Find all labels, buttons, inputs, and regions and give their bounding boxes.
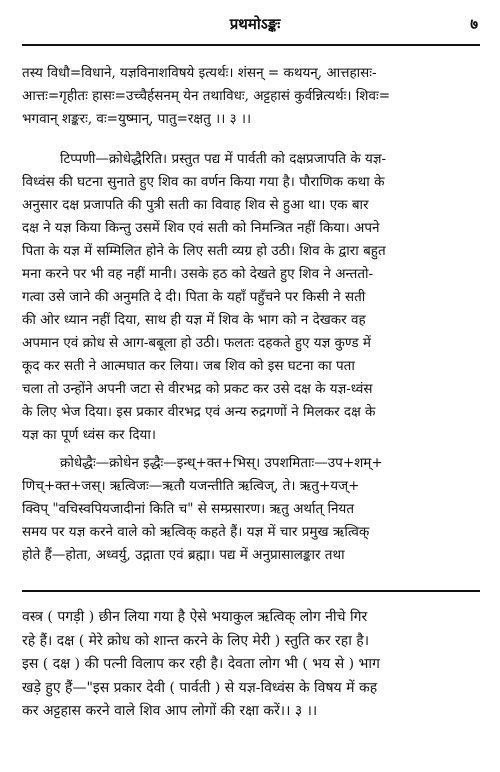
tippani-line: गत्वा उसे जाने की अनुमति दे दी। पिता के यहाँ पहुँचने पर किसी ने सती bbox=[22, 289, 366, 305]
commentary-line: आत्तः=गृहीतः हासः=उच्चैर्हसनम् येन तथाविधः, अट्टहासं कुर्वन्नित्यर्थः। शिवः= bbox=[22, 88, 391, 104]
translation-line: कर अट्टहास करने वाले शिव आप लोगों की रक्षा करें।। ३ ।। bbox=[22, 703, 318, 719]
tippani-line: यज्ञ का पूर्ण ध्वंस कर दिया। bbox=[22, 427, 156, 443]
page-header bbox=[0, 14, 500, 38]
translation-block bbox=[22, 606, 480, 724]
translation-line: रहे हैं। दक्ष ( मेरे क्रोध को शान्त करने के लिए मेरी ) स्तुति कर रहा है। bbox=[22, 632, 370, 649]
commentary-line: तस्य विधौ=विधाने, यज्ञविनाशविषये इत्यर्थः। शंसन् = कथयन्, आत्तहासः- bbox=[22, 65, 377, 81]
commentary-line: भगवान् शङ्करः, वः=युष्मान्, पातु=रक्षतु ।। ३ ।। bbox=[22, 111, 252, 127]
tippani-line: अनुसार दक्ष प्रजापति की पुत्री सती का विवाह शिव से हुआ था। एक बार bbox=[22, 197, 369, 213]
grammar-line: क्विप् "वचिस्वपियजादीनां किति च" से सम्प्रसारण। ऋतु अर्थात् नियत bbox=[22, 501, 355, 517]
grammar-line: क्रोधेद्धैः—क्रोधेन इद्धैः—इन्ध्+क्त+भिस्। उपशमिताः—उप+शम्+ bbox=[60, 455, 383, 471]
commentary-block bbox=[22, 62, 480, 131]
tippani-block bbox=[22, 148, 480, 447]
tippani-line: टिप्पणी—क्रोधेद्धैरिति। प्रस्तुत पद्य में पार्वती को दक्षप्रजापति के यज्ञ- bbox=[60, 151, 387, 167]
translation-line: इस ( दक्ष ) की पत्नी विलाप कर रही है। देवता लोग भी ( भय से ) भाग bbox=[22, 656, 380, 672]
page-title: प्रथमोऽङ्कः bbox=[229, 15, 281, 33]
grammar-line: होते हैं—होता, अध्वर्यु, उद्गाता एवं ब्रह्मा। पद्य में अनुप्रासालङ्कार तथा bbox=[22, 547, 345, 563]
tippani-line: के लिए भेज दिया। इस प्रकार वीरभद्र एवं अन्य रुद्रगणों ने मिलकर दक्ष के bbox=[22, 404, 376, 420]
header-divider bbox=[22, 44, 480, 46]
tippani-line: मना करने पर भी वह नहीं मानी। उसके हठ को देखते हुए शिव ने अन्ततो- bbox=[22, 266, 374, 282]
tippani-line: दक्ष ने यज्ञ किया किन्तु उसमें शिव एवं सती को निमन्त्रित नहीं किया। अपने bbox=[22, 220, 380, 236]
grammar-line: णिच्+क्त+जस्। ऋत्विजः—ऋतौ यजन्तीति ऋत्विज्, ते। ऋतु+यज्+ bbox=[22, 478, 360, 494]
tippani-line: की ओर ध्यान नहीं दिया, साथ ही यज्ञ में शिव के भाग को न देखकर वह bbox=[22, 312, 366, 328]
tippani-line: विध्वंस की घटना सुनाते हुए शिव का वर्णन किया गया है। पौराणिक कथा के bbox=[22, 174, 385, 190]
translation-line: खड़े हुए हैं—"इस प्रकार देवी ( पार्वती ) से यज्ञ-विध्वंस के विषय में कह bbox=[22, 679, 378, 696]
section-divider bbox=[22, 590, 480, 592]
grammar-block bbox=[22, 452, 480, 567]
grammar-line: समय पर यज्ञ करने वाले को ऋत्विक् कहते हैं। यज्ञ में चार प्रमुख ऋत्विक् bbox=[22, 524, 370, 540]
translation-line: वस्त्र ( पगड़ी ) छीन लिया गया है ऐसे भयाकुल ऋत्विक् लोग नीचे गिर bbox=[22, 609, 368, 625]
tippani-line: चला तो उन्होंने अपनी जटा से वीरभद्र को प्रकट कर उसे दक्ष के यज्ञ-ध्वंस bbox=[22, 381, 373, 397]
tippani-line: कूद कर सती ने आत्मघात कर लिया। जब शिव को इस घटना का पता bbox=[22, 358, 355, 374]
tippani-line: अपमान एवं क्रोध से आग-बबूला हो उठी। फलतः दहकते हुए यज्ञ कुण्ड में bbox=[22, 335, 371, 351]
tippani-line: पिता के यज्ञ में सम्मिलित होने के लिए सती व्यग्र हो उठी। शिव के द्वारा बहुत bbox=[22, 243, 386, 259]
page-number: ७ bbox=[470, 15, 478, 33]
